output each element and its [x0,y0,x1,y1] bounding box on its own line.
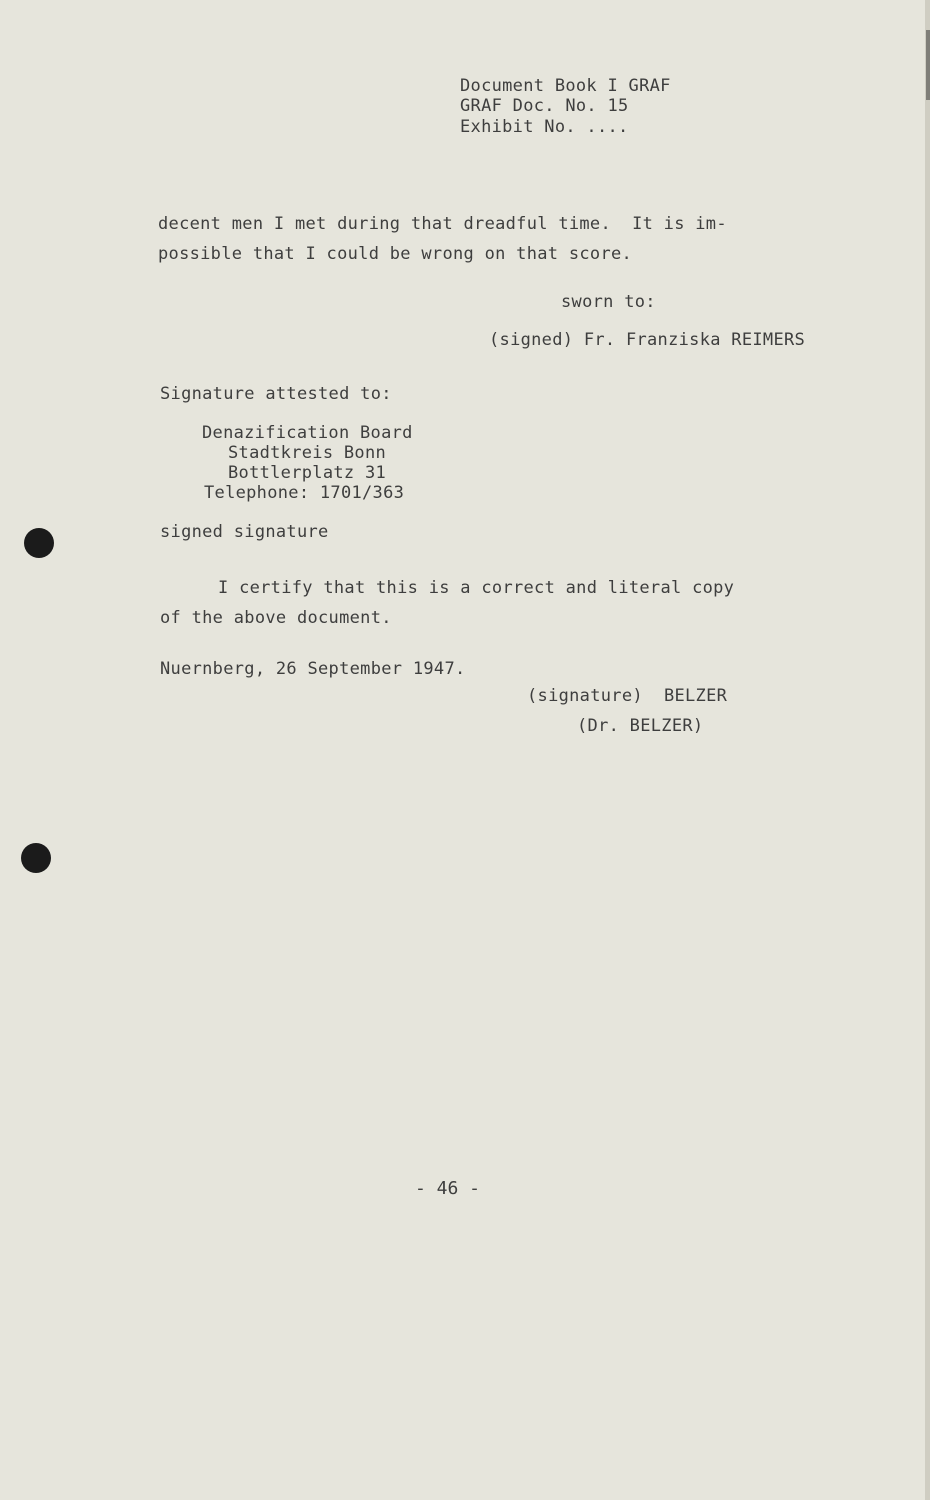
punch-hole-lower [21,843,51,873]
page-edge [925,0,930,1500]
exhibit-number-label: Exhibit No. .... [460,117,629,137]
attestation-heading: Signature attested to: [160,384,392,404]
punch-hole-upper [24,528,54,558]
certifier-name: (Dr. BELZER) [577,716,704,736]
board-telephone: Telephone: 1701/363 [204,483,405,503]
signed-signature-label: signed signature [160,522,329,542]
body-text-line-2: possible that I could be wrong on that score. [158,244,633,264]
document-book-label: Document Book I GRAF [460,76,671,96]
page-number: - 46 - [415,1178,481,1199]
affiant-signature: (signed) Fr. Franziska REIMERS [489,330,806,350]
document-number-label: GRAF Doc. No. 15 [460,96,629,116]
edge-mark [926,30,930,100]
certification-line-2: of the above document. [160,608,392,628]
place-and-date: Nuernberg, 26 September 1947. [160,659,466,679]
body-text-line-1: decent men I met during that dreadful time. It is im- [158,214,727,234]
board-street: Bottlerplatz 31 [228,463,387,483]
sworn-to-label: sworn to: [561,292,656,312]
certifier-signature: (signature) BELZER [527,686,728,706]
certification-line-1: I certify that this is a correct and literal copy [218,578,735,598]
board-district: Stadtkreis Bonn [228,443,387,463]
board-name: Denazification Board [202,423,413,443]
